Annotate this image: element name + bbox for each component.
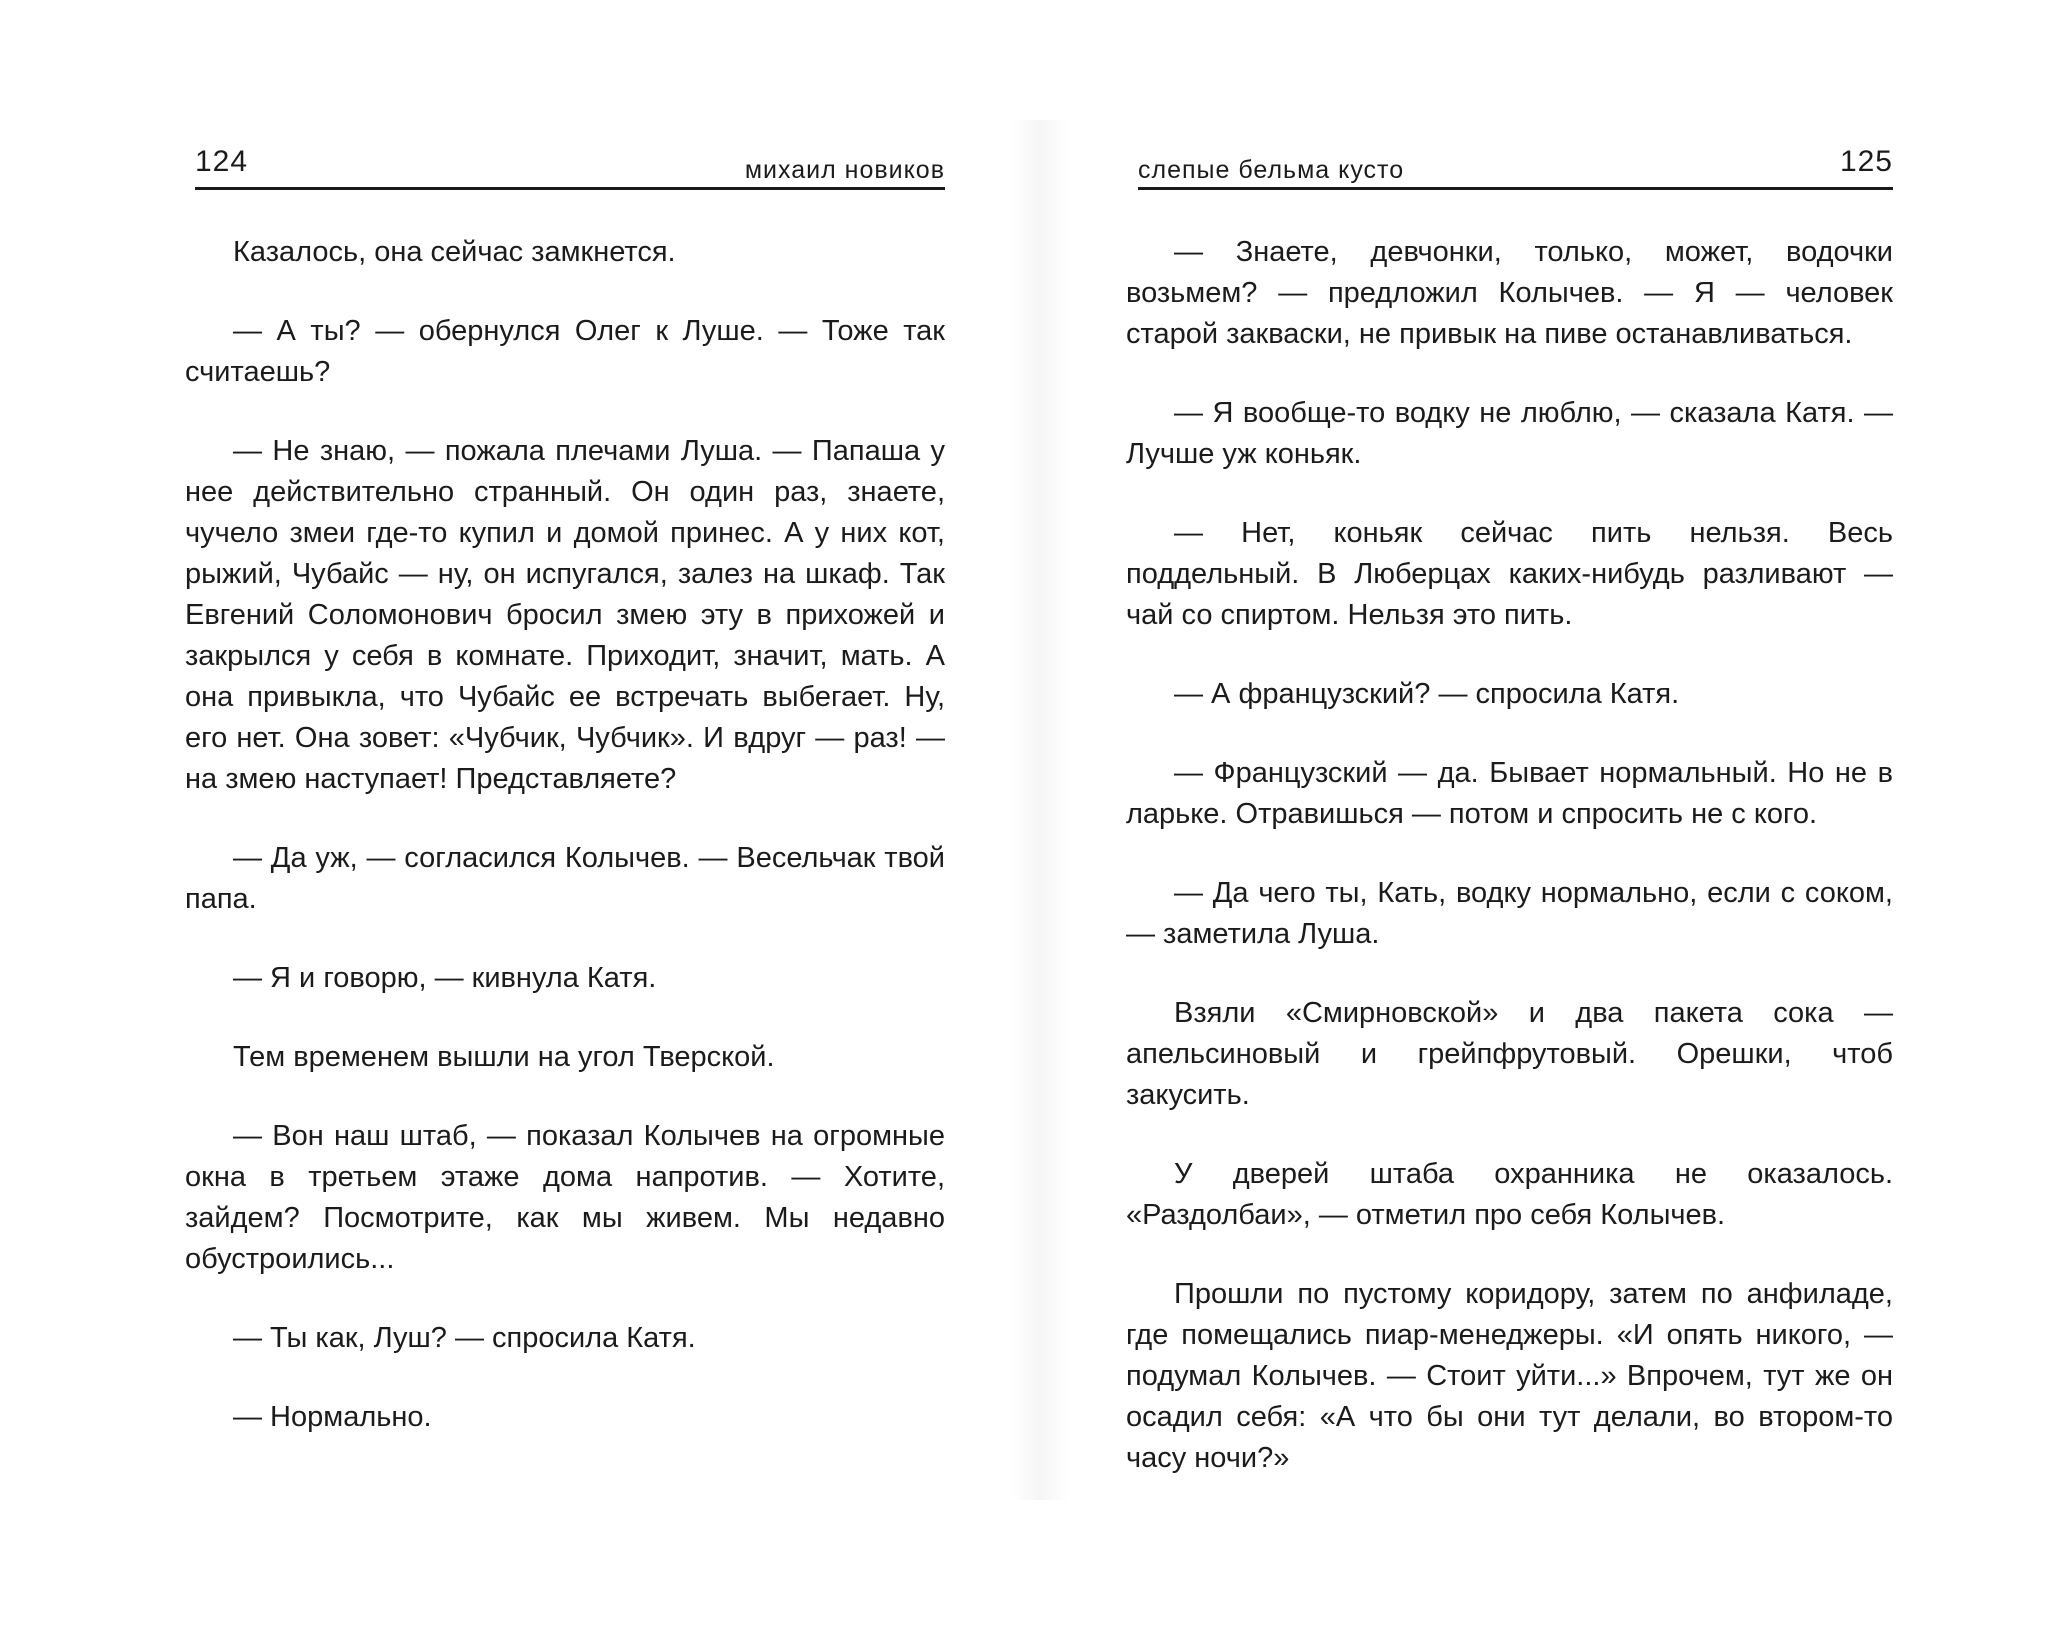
page-body (1126, 232, 1893, 1517)
page-number: 125 (1839, 145, 1893, 178)
paragraph: — Вон наш штаб, — показал Колычев на огромные окна в третьем этаже дома напротив. — Хотите, зайдем? Посмотрите, как мы живем. Мы недавно обустроились... (185, 1120, 945, 1275)
paragraph: — Да чего ты, Кать, водку нормально, если с соком, — заметила Луша. (1126, 877, 1893, 950)
paragraph: — Французский — да. Бывает нормальный. Но не в ларьке. Отравишься — потом и спросить не с кого. (1126, 757, 1893, 830)
paragraph: Взяли «Смирновской» и два пакета сока — апельсиновый и грейпфрутовый. Орешки, чтоб закусить. (1126, 997, 1893, 1111)
page-number: 124 (195, 145, 249, 178)
paragraph: — А ты? — обернулся Олег к Луше. — Тоже так считаешь? (185, 315, 945, 388)
running-head-title: слепые бельма кусто (1138, 156, 1405, 184)
page-gutter (1010, 120, 1070, 1500)
left-page (175, 0, 945, 1627)
paragraph: — Нет, коньяк сейчас пить нельзя. Весь поддельный. В Люберцах каких-нибудь разливают — чай со спиртом. Нельзя это пить. (1126, 517, 1893, 631)
paragraph: — Да уж, — согласился Колычев. — Весельчак твой папа. (185, 842, 945, 915)
paragraph: — Знаете, девчонки, только, может, водочки возьмем? — предложил Колычев. — Я — человек старой закваски, не привык на пиве останавливаться. (1126, 236, 1893, 350)
paragraph: Прошли по пустому коридору, затем по анфиладе, где помещались пиар-менеджеры. «И опять никого, — подумал Колычев. — Стоит уйти...» Впрочем, тут же он осадил себя: «А что бы они тут делали, во втором-то часу ночи?» (1126, 1278, 1893, 1474)
paragraph: — Ты как, Луш? — спросила Катя. (233, 1322, 696, 1354)
running-head (1138, 135, 1893, 190)
paragraph: Тем временем вышли на угол Тверской. (233, 1041, 775, 1073)
right-page (1118, 0, 1893, 1627)
running-head-title: михаил новиков (744, 156, 945, 184)
paragraph: — А французский? — спросила Катя. (1174, 678, 1680, 710)
paragraph: Казалось, она сейчас замкнется. (233, 236, 676, 268)
paragraph: — Я вообще-то водку не люблю, — сказала Катя. — Лучше уж коньяк. (1126, 397, 1893, 470)
paragraph: — Я и говорю, — кивнула Катя. (233, 962, 657, 994)
paragraph: — Нормально. (233, 1401, 432, 1433)
paragraph: — Не знаю, — пожала плечами Луша. — Папаша у нее действительно странный. Он один раз, знаете, чучело змеи где-то купил и домой принес. А у них кот, рыжий, Чубайс — ну, он испугался, залез на шкаф. Так Евгений Соломонович бросил змею эту в прихожей и закрылся у себя в комнате. Приходит, значит, мать. А она привыкла, что Чубайс ее встречать выбегает. Ну, его нет. Она зовет: «Чубчик, Чубчик». И вдруг — раз! — на змею наступает! Представляете? (185, 435, 945, 795)
paragraph: У дверей штаба охранника не оказалось. «Раздолбаи», — отметил про себя Колычев. (1126, 1158, 1893, 1231)
page-body (185, 232, 945, 1476)
running-head (195, 135, 945, 190)
